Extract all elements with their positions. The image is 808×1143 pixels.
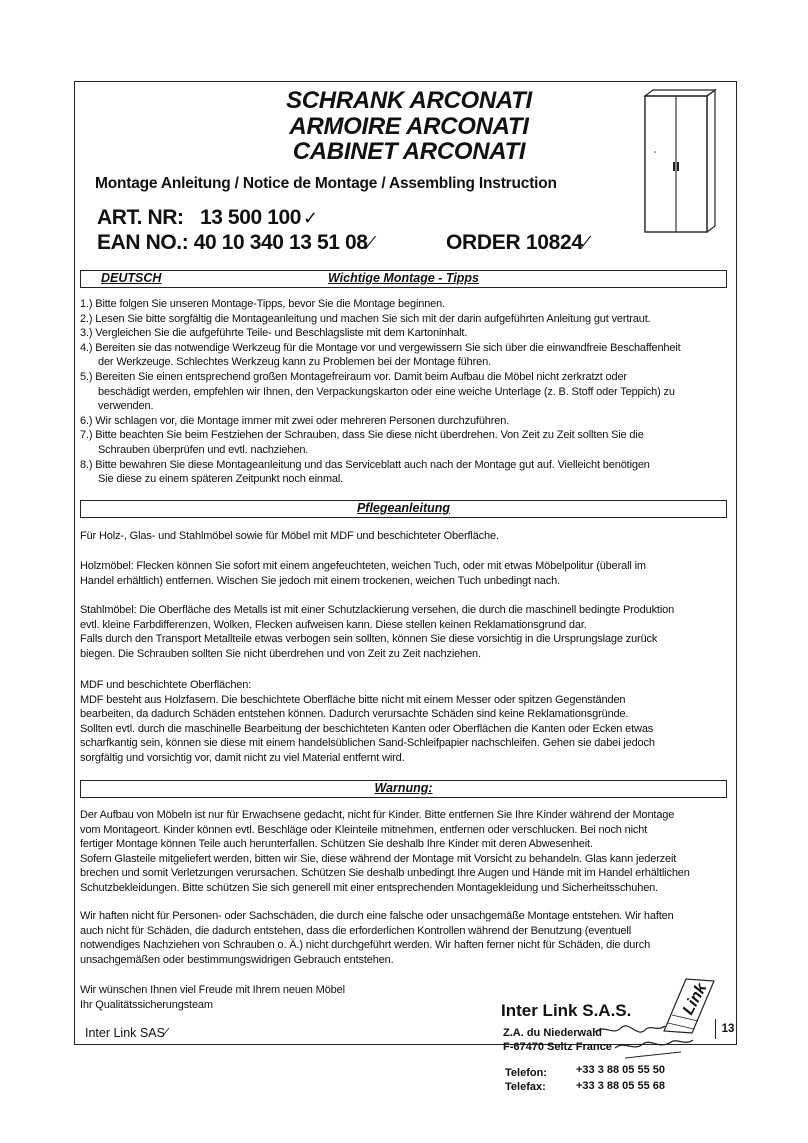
care-mdf bbox=[80, 678, 730, 766]
tips-list bbox=[80, 297, 730, 487]
warning-line: fertiger Montage können Teile auch herunterfallen. Schützen Sie deshalb Ihre Kinder mit deren Abwesenheit. bbox=[80, 838, 593, 851]
warning-paragraph-1 bbox=[80, 808, 730, 896]
tip-3: 3.) Vergleichen Sie die aufgeführte Teile- und Beschlagsliste mit dem Kartoninhalt. bbox=[80, 327, 468, 340]
tip-5: 5.) Bereiten Sie einen entsprechend großen Montagefreiraum vor. Damit beim Aufbau die Möbel nicht zerkratzt oder bbox=[80, 370, 627, 383]
check-mark-icon: ✓ bbox=[303, 208, 318, 228]
tip-6: 6.) Wir schlagen vor, die Montage immer mit zwei oder mehreren Personen durchzuführen. bbox=[80, 414, 510, 427]
signature-left bbox=[85, 1026, 167, 1040]
tip-5-cont: verwenden. bbox=[98, 400, 154, 413]
section-title-tips: Wichtige Montage - Tipps bbox=[327, 271, 480, 285]
care-steel-line: Falls durch den Transport Metallteile etwas verbogen sein sollten, können Sie diese vorsichtig in die Ursprungslage zurück bbox=[80, 633, 658, 646]
care-mdf-line: scharfkantig sein, können sie diese mit einem handelsüblichen Sand-Schleifpapier nachschleifen. Gehen sie dabei jedoch bbox=[80, 737, 655, 750]
tip-4: 4.) Bereiten sie das notwendige Werkzeug für die Montage vor und vergewissern Sie sich über die einwandfreie Beschaffenheit bbox=[80, 341, 681, 354]
care-wood-line: Handel erhältlich) entfernen. Wischen Sie jedoch mit einem trockenen, weichen Tuch unbedingt nach. bbox=[80, 574, 560, 587]
care-wood-line: Holzmöbel: Flecken können Sie sofort mit einem angefeuchteten, weichen Tuch, oder mit etwas Möbelpolitur (überall im bbox=[80, 560, 646, 572]
liability-line: Wir haften nicht für Personen- oder Sachschäden, die durch eine falsche oder unsachgemäße Montage entstehen. Wir haften bbox=[80, 910, 674, 922]
art-nr-row bbox=[97, 206, 318, 230]
phone-value: +33 3 88 05 55 50 bbox=[576, 1064, 665, 1076]
tip-7: 7.) Bitte beachten Sie beim Festziehen der Schrauben, dass Sie diese nicht überdrehen. Von Zeit zu Zeit sollten Sie die bbox=[80, 429, 644, 442]
care-mdf-heading: MDF und beschichtete Oberflächen: bbox=[80, 679, 252, 691]
address-line-1: Z.A. du Niederwald bbox=[503, 1027, 603, 1039]
care-steel-line: Stahlmöbel: Die Oberfläche des Metalls ist mit einer Schutzlackierung versehen, die durch die maschinell bedingte Produktion bbox=[80, 604, 675, 616]
care-wood bbox=[80, 559, 730, 588]
title-de: SCHRANK ARCONATI bbox=[286, 87, 532, 114]
care-mdf-line: MDF besteht aus Holzfasern. Die beschichtete Oberfläche bitte nicht mit einem Messer oder spitzen Gegenständen bbox=[80, 693, 626, 706]
fax-value: +33 3 88 05 55 68 bbox=[576, 1080, 665, 1092]
tip-8-cont: Sie diese zu einem späteren Zeitpunkt noch einmal. bbox=[98, 473, 344, 486]
section-title-warning: Warnung: bbox=[374, 781, 433, 795]
liability-line: notwendiges Nachziehen von Schrauben o. Ä.) nicht durchgeführt werden. Wir haften ferner nicht für Schäden, die durch bbox=[80, 939, 651, 952]
ean-label: EAN NO.: bbox=[97, 231, 189, 254]
stamp-text: Link bbox=[679, 980, 711, 1018]
signature-company: Inter Link SAS bbox=[85, 1026, 165, 1040]
warning-paragraph-2 bbox=[80, 909, 730, 967]
title-en: CABINET ARCONATI bbox=[292, 138, 526, 165]
handwritten-signature bbox=[585, 1018, 700, 1063]
section-bar-care bbox=[80, 500, 727, 518]
section-bar-warning bbox=[80, 780, 727, 798]
section-bar-tips bbox=[80, 270, 727, 288]
warning-line: brechen und somit Verletzungen verursachen. Schützen Sie deshalb unbedingt Ihre Augen und Hände mit im Handel erhältlichen bbox=[80, 867, 690, 880]
warning-line: vom Montageort. Kinder können evtl. Beschläge oder Kleinteile mitnehmen, entfernen oder verschlucken. Bei noch nicht bbox=[80, 823, 648, 836]
tip-4-cont: der Werkzeuge. Schlechtes Werkzeug kann zu Problemen bei der Montage führen. bbox=[98, 356, 491, 369]
tip-2: 2.) Lesen Sie bitte sorgfältig die Montageanleitung und machen Sie sich mit der darin aufgeführten Anleitung gut vertraut. bbox=[80, 312, 651, 325]
care-steel-line: evtl. kleine Farbdifferenzen, Wolken, Flecken aufweisen kann. Diese stellen keinen Reklamationsgrund dar. bbox=[80, 618, 587, 631]
care-steel bbox=[80, 603, 730, 661]
care-mdf-line: Sollten evtl. durch die maschinelle Bearbeitung der beschichteten Kanten oder Oberflächen die Kanten oder Ecken etwas bbox=[80, 722, 654, 735]
art-nr-value: 13 500 100 bbox=[199, 206, 302, 229]
care-mdf-line: bearbeiten, da dadurch Schäden entstehen können. Dadurch verursachte Schäden sind keine Reklamationsgründe. bbox=[80, 708, 629, 721]
company-name: Inter Link S.A.S. bbox=[501, 1001, 632, 1020]
address-line-2: F-67470 Seltz France bbox=[503, 1041, 612, 1053]
liability-line: auch nicht für Schäden, die dadurch entstehen, dass die erforderlichen Kontrollen während der Benutzung (eventuell bbox=[80, 924, 631, 937]
order-value: ORDER 10824 bbox=[446, 231, 583, 254]
tip-8: 8.) Bitte bewahren Sie diese Montageanleitung und das Serviceblatt auch nach der Montage gut auf. Vielleicht benötigen bbox=[80, 458, 650, 471]
warning-line: Sofern Glasteile mitgeliefert werden, bitten wir Sie, diese während der Montage mit Vorsicht zu behandeln. Glas kann jederzeit bbox=[80, 852, 677, 865]
slash-mark-icon: ⁄ bbox=[369, 233, 373, 253]
warning-line: Der Aufbau von Möbeln ist nur für Erwachsene gedacht, nicht für Kinder. Bitte entfernen Sie Ihre Kinder während der Montage bbox=[80, 809, 675, 821]
closing bbox=[80, 983, 730, 1012]
closing-line: Ihr Qualitätssicherungsteam bbox=[80, 998, 213, 1011]
section-title-care: Pflegeanleitung bbox=[356, 501, 451, 515]
warning-line: Schutzbekleidungen. Bitte schützen Sie sich generell mit einer entsprechenden Montagekleidung und Sicherheitsschuhen. bbox=[80, 881, 659, 894]
care-intro: Für Holz-, Glas- und Stahlmöbel sowie für Möbel mit MDF und beschichteter Oberfläche. bbox=[80, 530, 499, 542]
slash-mark-icon: ⁄ bbox=[584, 233, 588, 253]
page-number: 13 bbox=[715, 1019, 740, 1039]
ean-value: 40 10 340 13 51 08 bbox=[193, 231, 368, 254]
fax-label: Telefax: bbox=[505, 1081, 546, 1093]
language-label: DEUTSCH bbox=[101, 271, 162, 285]
liability-line: unsachgemäßen oder bestimmungswidrigen Gebrauch entstehen. bbox=[80, 953, 394, 966]
order-number bbox=[446, 231, 588, 255]
care-steel-line: biegen. Die Schrauben sollten Sie nicht überdrehen und von Zeit zu Zeit nachziehen. bbox=[80, 647, 481, 660]
title-fr: ARMOIRE ARCONATI bbox=[289, 112, 529, 140]
slash-mark-icon: ⁄ bbox=[164, 1026, 167, 1040]
closing-line: Wir wünschen Ihnen viel Freude mit Ihrem neuen Möbel bbox=[80, 984, 345, 996]
subtitle: Montage Anleitung / Notice de Montage / Assembling Instruction bbox=[95, 175, 557, 192]
tip-1: 1.) Bitte folgen Sie unseren Montage-Tipps, bevor Sie die Montage beginnen. bbox=[80, 298, 446, 310]
tip-7-cont: Schrauben überprüfen und evtl. nachziehen. bbox=[98, 443, 309, 456]
ean-row bbox=[97, 231, 372, 255]
care-mdf-line: sorgfältig und vorsichtig vor, damit nicht zu viel Material entfernt wird. bbox=[80, 751, 405, 764]
phone-label: Telefon: bbox=[505, 1067, 547, 1079]
tip-5-cont: beschädigt werden, empfehlen wir Ihnen, den Verpackungskarton oder eine weiche Unterlage (z. B. Stoff oder Teppich) zu bbox=[98, 385, 675, 398]
art-nr-label: ART. NR: bbox=[97, 206, 184, 229]
title-block bbox=[0, 88, 808, 165]
